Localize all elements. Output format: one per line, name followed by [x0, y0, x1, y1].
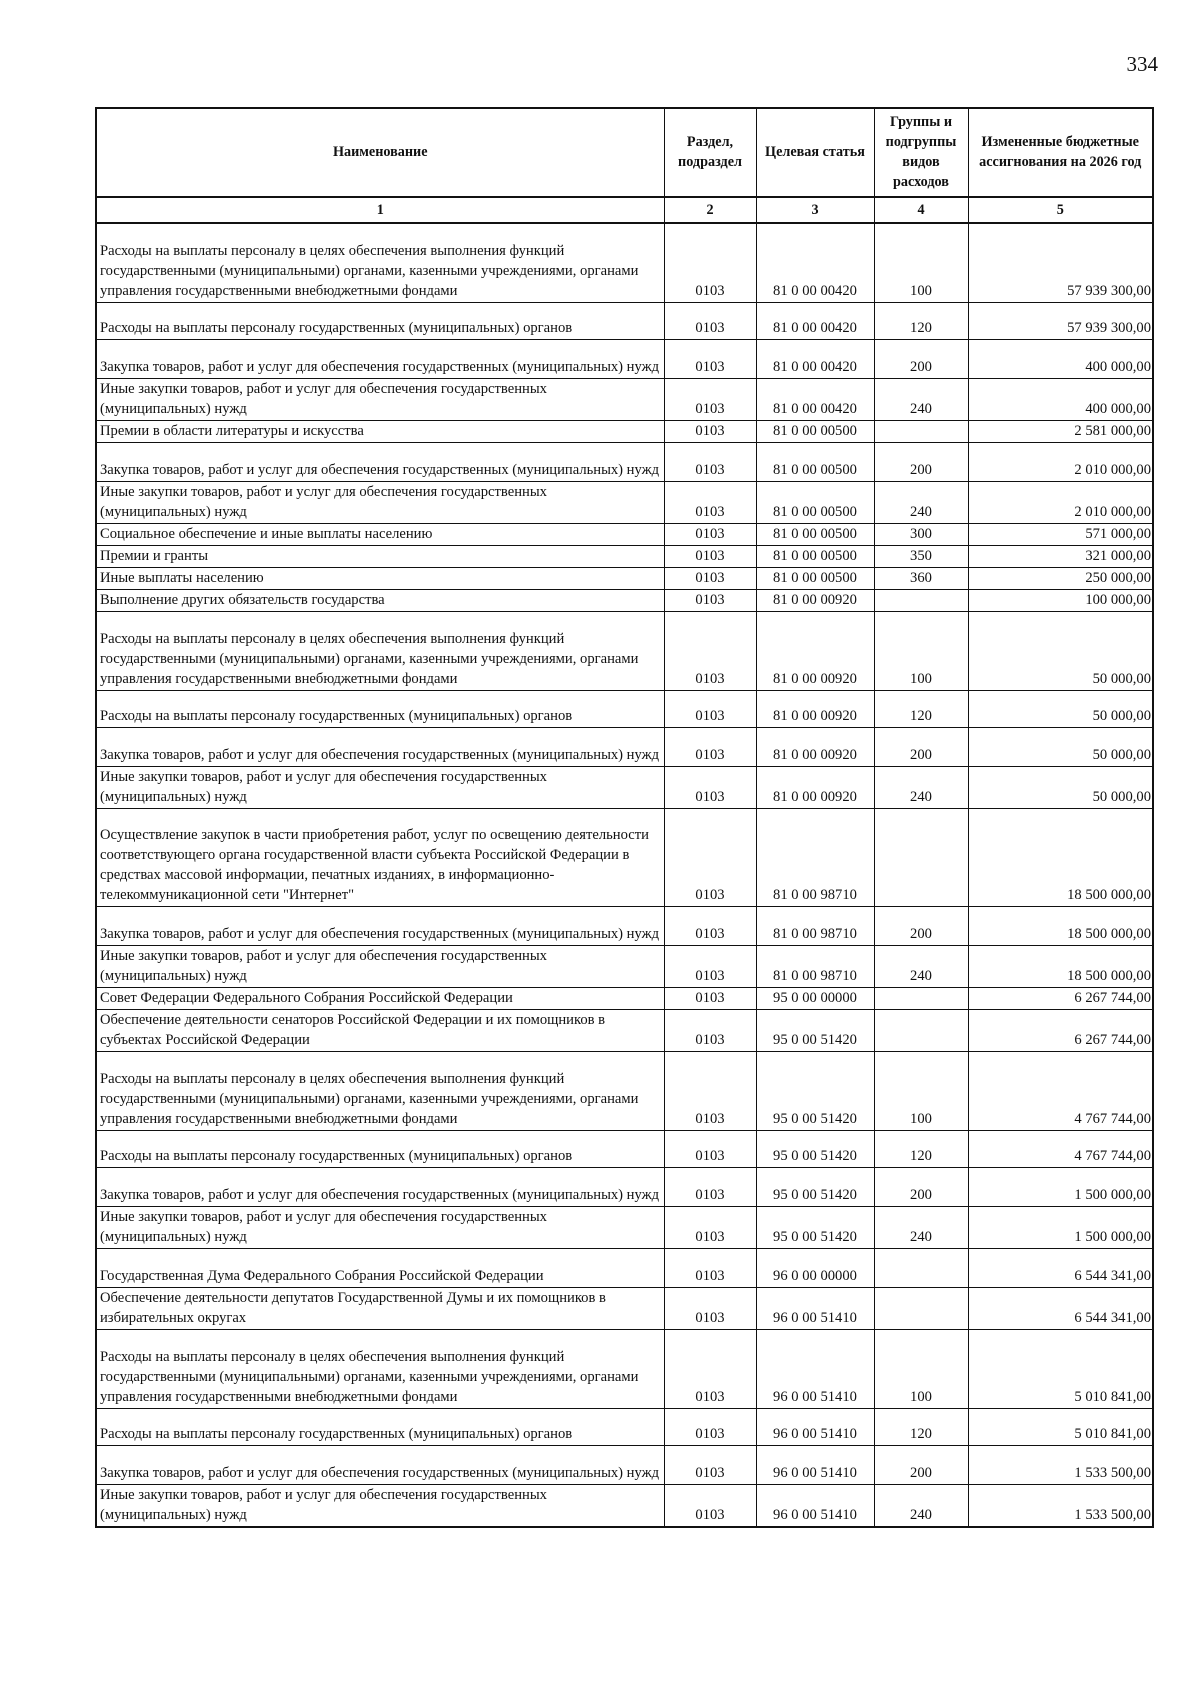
row-expense-group: 300 — [874, 523, 968, 545]
row-target-article: 96 0 00 00000 — [756, 1248, 874, 1287]
row-name: Иные закупки товаров, работ и услуг для обеспечения государственных (муниципальных) нужд — [96, 1206, 664, 1248]
row-section: 0103 — [664, 987, 756, 1009]
row-target-article: 95 0 00 51420 — [756, 1167, 874, 1206]
table-row — [96, 1051, 1153, 1130]
table-row — [96, 1167, 1153, 1206]
row-amount: 4 767 744,00 — [968, 1051, 1153, 1130]
table-row — [96, 1445, 1153, 1484]
row-section: 0103 — [664, 690, 756, 727]
row-amount: 57 939 300,00 — [968, 302, 1153, 339]
row-expense-group: 350 — [874, 545, 968, 567]
row-expense-group — [874, 808, 968, 906]
row-name: Расходы на выплаты персоналу в целях обеспечения выполнения функций государственными (муниципальными) органами, казенными учреждениями, органами управления государственными внебюджетными фондами — [96, 1051, 664, 1130]
row-name: Закупка товаров, работ и услуг для обеспечения государственных (муниципальных) нужд — [96, 442, 664, 481]
row-section: 0103 — [664, 1287, 756, 1329]
row-expense-group: 120 — [874, 302, 968, 339]
row-target-article: 81 0 00 00920 — [756, 766, 874, 808]
row-expense-group: 240 — [874, 1484, 968, 1527]
row-amount: 4 767 744,00 — [968, 1130, 1153, 1167]
row-name: Закупка товаров, работ и услуг для обеспечения государственных (муниципальных) нужд — [96, 1445, 664, 1484]
row-amount: 5 010 841,00 — [968, 1408, 1153, 1445]
row-target-article: 81 0 00 98710 — [756, 808, 874, 906]
table-row — [96, 523, 1153, 545]
row-section: 0103 — [664, 1329, 756, 1408]
row-amount: 1 533 500,00 — [968, 1484, 1153, 1527]
row-amount: 50 000,00 — [968, 690, 1153, 727]
table-row — [96, 589, 1153, 611]
row-amount: 2 010 000,00 — [968, 481, 1153, 523]
row-target-article: 81 0 00 00500 — [756, 420, 874, 442]
row-amount: 250 000,00 — [968, 567, 1153, 589]
row-name: Выполнение других обязательств государства — [96, 589, 664, 611]
row-target-article: 81 0 00 00920 — [756, 611, 874, 690]
row-section: 0103 — [664, 339, 756, 378]
table-row — [96, 690, 1153, 727]
row-amount: 1 500 000,00 — [968, 1167, 1153, 1206]
row-expense-group — [874, 420, 968, 442]
row-amount: 2 581 000,00 — [968, 420, 1153, 442]
row-expense-group — [874, 589, 968, 611]
row-target-article: 81 0 00 00920 — [756, 690, 874, 727]
row-expense-group: 200 — [874, 1445, 968, 1484]
row-name: Обеспечение деятельности сенаторов Российской Федерации и их помощников в субъектах Российской Федерации — [96, 1009, 664, 1051]
row-target-article: 81 0 00 00500 — [756, 545, 874, 567]
row-target-article: 81 0 00 00500 — [756, 523, 874, 545]
row-section: 0103 — [664, 1009, 756, 1051]
row-target-article: 81 0 00 00420 — [756, 223, 874, 302]
row-target-article: 96 0 00 51410 — [756, 1484, 874, 1527]
header-name: Наименование — [96, 108, 664, 197]
row-section: 0103 — [664, 906, 756, 945]
table-body — [96, 223, 1153, 1527]
row-section: 0103 — [664, 302, 756, 339]
row-target-article: 96 0 00 51410 — [756, 1287, 874, 1329]
header-row — [96, 108, 1153, 197]
row-target-article: 81 0 00 00420 — [756, 339, 874, 378]
header-section: Раздел, подраздел — [664, 108, 756, 197]
row-section: 0103 — [664, 1130, 756, 1167]
row-section: 0103 — [664, 567, 756, 589]
row-expense-group: 100 — [874, 223, 968, 302]
row-name: Закупка товаров, работ и услуг для обеспечения государственных (муниципальных) нужд — [96, 339, 664, 378]
header-amount: Измененные бюджетные ассигнования на 2026 год — [968, 108, 1153, 197]
row-target-article: 81 0 00 98710 — [756, 945, 874, 987]
table-row — [96, 808, 1153, 906]
header-target: Целевая статья — [756, 108, 874, 197]
table-row — [96, 420, 1153, 442]
row-amount: 400 000,00 — [968, 339, 1153, 378]
row-name: Обеспечение деятельности депутатов Государственной Думы и их помощников в избирательных округах — [96, 1287, 664, 1329]
row-name: Премии и гранты — [96, 545, 664, 567]
row-name: Совет Федерации Федерального Собрания Российской Федерации — [96, 987, 664, 1009]
row-amount: 400 000,00 — [968, 378, 1153, 420]
row-name: Закупка товаров, работ и услуг для обеспечения государственных (муниципальных) нужд — [96, 906, 664, 945]
row-expense-group — [874, 1009, 968, 1051]
row-section: 0103 — [664, 1248, 756, 1287]
row-expense-group: 200 — [874, 906, 968, 945]
row-section: 0103 — [664, 611, 756, 690]
row-name: Премии в области литературы и искусства — [96, 420, 664, 442]
row-target-article: 95 0 00 51420 — [756, 1051, 874, 1130]
table-row — [96, 906, 1153, 945]
row-section: 0103 — [664, 223, 756, 302]
row-name: Иные закупки товаров, работ и услуг для обеспечения государственных (муниципальных) нужд — [96, 1484, 664, 1527]
budget-table — [95, 107, 1154, 1528]
row-target-article: 81 0 00 00500 — [756, 481, 874, 523]
row-section: 0103 — [664, 442, 756, 481]
row-amount: 57 939 300,00 — [968, 223, 1153, 302]
row-amount: 18 500 000,00 — [968, 945, 1153, 987]
row-target-article: 81 0 00 00920 — [756, 727, 874, 766]
row-amount: 100 000,00 — [968, 589, 1153, 611]
column-number-row — [96, 197, 1153, 223]
row-name: Социальное обеспечение и иные выплаты населению — [96, 523, 664, 545]
row-target-article: 81 0 00 00920 — [756, 589, 874, 611]
row-amount: 1 500 000,00 — [968, 1206, 1153, 1248]
row-target-article: 95 0 00 51420 — [756, 1009, 874, 1051]
column-number: 4 — [874, 197, 968, 223]
row-section: 0103 — [664, 545, 756, 567]
row-amount: 321 000,00 — [968, 545, 1153, 567]
row-amount: 6 267 744,00 — [968, 987, 1153, 1009]
table-row — [96, 766, 1153, 808]
table-row — [96, 1248, 1153, 1287]
row-target-article: 81 0 00 00500 — [756, 442, 874, 481]
column-number: 1 — [96, 197, 664, 223]
row-name: Расходы на выплаты персоналу государственных (муниципальных) органов — [96, 302, 664, 339]
row-section: 0103 — [664, 1051, 756, 1130]
row-expense-group: 120 — [874, 1408, 968, 1445]
column-number: 3 — [756, 197, 874, 223]
row-name: Иные закупки товаров, работ и услуг для обеспечения государственных (муниципальных) нужд — [96, 481, 664, 523]
row-target-article: 96 0 00 51410 — [756, 1329, 874, 1408]
table-row — [96, 223, 1153, 302]
row-expense-group — [874, 987, 968, 1009]
header-group: Группы и подгруппы видов расходов — [874, 108, 968, 197]
table-row — [96, 987, 1153, 1009]
table-row — [96, 727, 1153, 766]
row-name: Расходы на выплаты персоналу государственных (муниципальных) органов — [96, 1408, 664, 1445]
row-name: Иные закупки товаров, работ и услуг для обеспечения государственных (муниципальных) нужд — [96, 945, 664, 987]
row-amount: 5 010 841,00 — [968, 1329, 1153, 1408]
row-target-article: 96 0 00 51410 — [756, 1445, 874, 1484]
row-section: 0103 — [664, 1206, 756, 1248]
row-expense-group: 120 — [874, 1130, 968, 1167]
row-name: Государственная Дума Федерального Собрания Российской Федерации — [96, 1248, 664, 1287]
table-row — [96, 567, 1153, 589]
row-expense-group: 100 — [874, 1051, 968, 1130]
table-row — [96, 1287, 1153, 1329]
row-target-article: 81 0 00 98710 — [756, 906, 874, 945]
row-name: Иные закупки товаров, работ и услуг для обеспечения государственных (муниципальных) нужд — [96, 766, 664, 808]
table-row — [96, 442, 1153, 481]
row-target-article: 96 0 00 51410 — [756, 1408, 874, 1445]
row-target-article: 95 0 00 51420 — [756, 1130, 874, 1167]
table-row — [96, 611, 1153, 690]
row-expense-group: 100 — [874, 1329, 968, 1408]
row-expense-group: 200 — [874, 442, 968, 481]
row-section: 0103 — [664, 1167, 756, 1206]
table-row — [96, 1206, 1153, 1248]
row-amount: 6 544 341,00 — [968, 1248, 1153, 1287]
row-section: 0103 — [664, 945, 756, 987]
row-name: Расходы на выплаты персоналу в целях обеспечения выполнения функций государственными (муниципальными) органами, казенными учреждениями, органами управления государственными внебюджетными фондами — [96, 223, 664, 302]
table-row — [96, 1130, 1153, 1167]
table-row — [96, 1009, 1153, 1051]
row-name: Расходы на выплаты персоналу в целях обеспечения выполнения функций государственными (муниципальными) органами, казенными учреждениями, органами управления государственными внебюджетными фондами — [96, 611, 664, 690]
row-name: Расходы на выплаты персоналу государственных (муниципальных) органов — [96, 690, 664, 727]
row-target-article: 81 0 00 00500 — [756, 567, 874, 589]
row-expense-group: 240 — [874, 945, 968, 987]
row-expense-group — [874, 1248, 968, 1287]
row-amount: 50 000,00 — [968, 611, 1153, 690]
row-section: 0103 — [664, 1445, 756, 1484]
row-amount: 6 544 341,00 — [968, 1287, 1153, 1329]
row-section: 0103 — [664, 1408, 756, 1445]
table-row — [96, 481, 1153, 523]
row-target-article: 95 0 00 51420 — [756, 1206, 874, 1248]
table-row — [96, 545, 1153, 567]
row-expense-group — [874, 1287, 968, 1329]
row-amount: 571 000,00 — [968, 523, 1153, 545]
table-row — [96, 945, 1153, 987]
row-section: 0103 — [664, 727, 756, 766]
row-target-article: 81 0 00 00420 — [756, 302, 874, 339]
row-target-article: 95 0 00 00000 — [756, 987, 874, 1009]
table-row — [96, 302, 1153, 339]
row-name: Расходы на выплаты персоналу государственных (муниципальных) органов — [96, 1130, 664, 1167]
table-row — [96, 1484, 1153, 1527]
row-expense-group: 240 — [874, 378, 968, 420]
row-section: 0103 — [664, 378, 756, 420]
row-name: Иные выплаты населению — [96, 567, 664, 589]
column-number: 2 — [664, 197, 756, 223]
row-amount: 18 500 000,00 — [968, 906, 1153, 945]
column-number: 5 — [968, 197, 1153, 223]
table-row — [96, 339, 1153, 378]
row-name: Закупка товаров, работ и услуг для обеспечения государственных (муниципальных) нужд — [96, 1167, 664, 1206]
row-amount: 1 533 500,00 — [968, 1445, 1153, 1484]
table-row — [96, 378, 1153, 420]
row-expense-group: 200 — [874, 339, 968, 378]
row-amount: 18 500 000,00 — [968, 808, 1153, 906]
row-section: 0103 — [664, 589, 756, 611]
row-section: 0103 — [664, 766, 756, 808]
row-section: 0103 — [664, 1484, 756, 1527]
row-section: 0103 — [664, 523, 756, 545]
table-row — [96, 1329, 1153, 1408]
row-amount: 6 267 744,00 — [968, 1009, 1153, 1051]
row-expense-group: 200 — [874, 727, 968, 766]
row-expense-group: 200 — [874, 1167, 968, 1206]
row-expense-group: 240 — [874, 1206, 968, 1248]
row-expense-group: 240 — [874, 766, 968, 808]
row-target-article: 81 0 00 00420 — [756, 378, 874, 420]
row-expense-group: 240 — [874, 481, 968, 523]
row-expense-group: 360 — [874, 567, 968, 589]
row-name: Расходы на выплаты персоналу в целях обеспечения выполнения функций государственными (муниципальными) органами, казенными учреждениями, органами управления государственными внебюджетными фондами — [96, 1329, 664, 1408]
row-expense-group: 120 — [874, 690, 968, 727]
row-amount: 50 000,00 — [968, 766, 1153, 808]
row-name: Осуществление закупок в части приобретения работ, услуг по освещению деятельности соответствующего органа государственной власти субъекта Российской Федерации в средствах массовой информации, печатных изданиях, в информационно-телекоммуникационной сети "Интернет" — [96, 808, 664, 906]
page-number: 334 — [1126, 52, 1158, 76]
row-section: 0103 — [664, 808, 756, 906]
table-row — [96, 1408, 1153, 1445]
row-section: 0103 — [664, 420, 756, 442]
row-name: Иные закупки товаров, работ и услуг для обеспечения государственных (муниципальных) нужд — [96, 378, 664, 420]
row-section: 0103 — [664, 481, 756, 523]
row-expense-group: 100 — [874, 611, 968, 690]
row-amount: 50 000,00 — [968, 727, 1153, 766]
row-amount: 2 010 000,00 — [968, 442, 1153, 481]
row-name: Закупка товаров, работ и услуг для обеспечения государственных (муниципальных) нужд — [96, 727, 664, 766]
